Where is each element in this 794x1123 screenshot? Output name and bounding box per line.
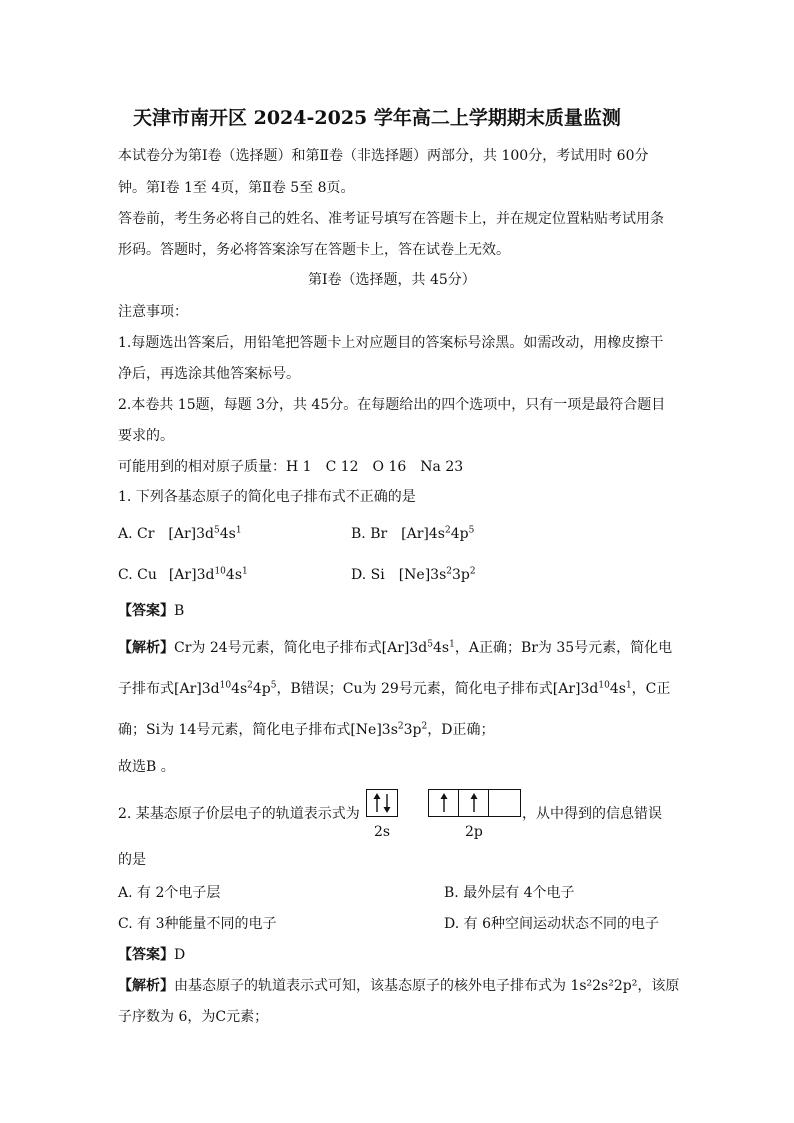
- orbital-cell: [489, 790, 520, 816]
- q2-answer: 【答案】D: [118, 947, 186, 963]
- q2-explanation-line: 子序数为 6，为C元素；: [118, 1009, 269, 1025]
- section-title: 第Ⅰ卷（选择题，共 45分）: [308, 272, 476, 288]
- note-line: 净后，再选涂其他答案标号。: [118, 366, 300, 382]
- q1-explanation-line: 【解析】Cr为 24号元素，简化电子排布式$[Ar]3d^54s^1$，A正确；Br为 35号元素，简化电: [118, 639, 673, 656]
- q1-option-c: C. Cu $[Ar]3d^{10}4s^1$: [118, 566, 248, 583]
- orbital-2s-label: 2s: [374, 824, 391, 840]
- notes-heading: 注意事项：: [118, 304, 188, 320]
- intro-line: 本试卷分为第Ⅰ卷（选择题）和第Ⅱ卷（非选择题）两部分，共 100分，考试用时 60分: [118, 148, 649, 164]
- intro-line: 钟。第Ⅰ卷 1至 4页，第Ⅱ卷 5至 8页。: [118, 180, 355, 196]
- orbital-2p-box: [428, 789, 521, 817]
- q1-option-d: D. Si $[Ne]3s^23p^2$: [351, 566, 476, 583]
- intro-line: 答卷前，考生务必将自己的姓名、准考证号填写在答题卡上，并在规定位置粘贴考试用条: [118, 211, 664, 227]
- orbital-cell: [367, 790, 397, 816]
- page-title: 天津市南开区 2024-2025 学年高二上学期期末质量监测: [133, 107, 621, 129]
- arrow-down-icon: [383, 793, 391, 813]
- note-line: 要求的。: [118, 428, 174, 444]
- question-2-stem-end: ，从中得到的信息错误: [522, 806, 662, 822]
- q1-explanation-line: 确；Si为 14号元素，简化电子排布式$[Ne]3s^23p^2$，D正确；: [118, 721, 495, 738]
- q2-explanation-line: 【解析】由基态原子的轨道表示式可知，该基态原子的核外电子排布式为 1s²2s²2p²，该原: [118, 978, 680, 994]
- orbital-2s-box: [366, 789, 398, 817]
- arrow-up-icon: [373, 793, 381, 813]
- question-2-stem-cont: 的是: [118, 852, 146, 868]
- atomic-masses: 可能用到的相对原子质量：H 1 C 12 O 16 Na 23: [118, 459, 464, 475]
- arrow-up-icon: [440, 793, 448, 813]
- q1-option-b: B. Br $[Ar]4s^24p^5$: [351, 525, 475, 542]
- q2-option-a: A. 有 2个电子层: [118, 885, 221, 901]
- question-1-stem: 1. 下列各基态原子的简化电子排布式不正确的是: [118, 489, 416, 505]
- q2-option-d: D. 有 6种空间运动状态不同的电子: [444, 916, 659, 932]
- q2-option-b: B. 最外层有 4个电子: [444, 885, 575, 901]
- q1-explanation-line: 子排布式$[Ar]3d^{10}4s^24p^5$，B错误；Cu为 29号元素，简化电子排布式$[Ar]3d^{10}4s^1$，C正: [118, 680, 671, 697]
- q1-conclusion: 故选B 。: [118, 759, 175, 775]
- intro-line: 形码。答题时，务必将答案涂写在答题卡上，答在试卷上无效。: [118, 242, 510, 258]
- orbital-cell: [429, 790, 459, 816]
- q1-answer: 【答案】B: [118, 603, 185, 619]
- orbital-cell: [459, 790, 489, 816]
- arrow-up-icon: [470, 793, 478, 813]
- orbital-2p-label: 2p: [465, 824, 483, 840]
- note-line: 2.本卷共 15题，每题 3分，共 45分。在每题给出的四个选项中，只有一项是最符合题目: [118, 397, 666, 413]
- question-2-stem: 2. 某基态原子价层电子的轨道表示式为: [118, 806, 360, 822]
- q2-option-c: C. 有 3种能量不同的电子: [118, 916, 277, 932]
- note-line: 1.每题选出答案后，用铅笔把答题卡上对应题目的答案标号涂黑。如需改动，用橡皮擦干: [118, 335, 664, 351]
- q1-option-a: A. Cr $[Ar]3d^54s^1$: [118, 525, 242, 542]
